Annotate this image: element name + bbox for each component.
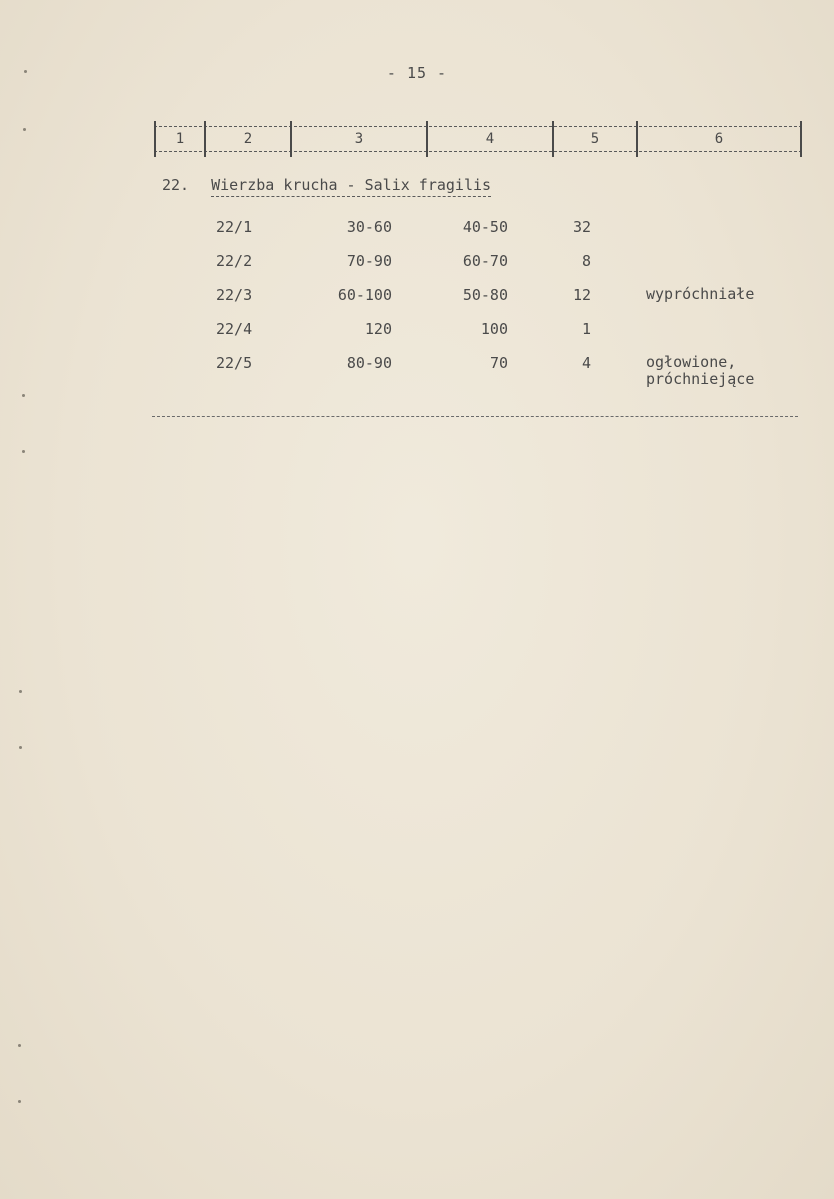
column-4-value: 50-80 bbox=[462, 286, 508, 304]
remarks: ogłowione, próchniejące bbox=[646, 353, 755, 388]
remarks: wypróchniałe bbox=[646, 285, 755, 303]
column-header-6: 6 bbox=[636, 121, 802, 157]
column-3-value: 80-90 bbox=[346, 354, 392, 372]
column-4-value: 40-50 bbox=[462, 218, 508, 236]
punch-hole-mark bbox=[19, 690, 22, 693]
column-3-value: 120 bbox=[364, 320, 392, 338]
dashed-separator bbox=[152, 416, 798, 417]
tree-id: 22/3 bbox=[216, 286, 253, 304]
table-row bbox=[0, 218, 834, 238]
column-header-3: 3 bbox=[290, 121, 426, 157]
punch-hole-mark bbox=[22, 394, 25, 397]
column-3-value: 70-90 bbox=[346, 252, 392, 270]
column-5-value: 4 bbox=[581, 354, 591, 372]
column-header-2: 2 bbox=[204, 121, 290, 157]
punch-hole-mark bbox=[23, 128, 26, 131]
column-3-value: 60-100 bbox=[337, 286, 392, 304]
tree-id: 22/5 bbox=[216, 354, 253, 372]
column-4-value: 70 bbox=[489, 354, 508, 372]
tree-id: 22/1 bbox=[216, 218, 253, 236]
column-header-4: 4 bbox=[426, 121, 552, 157]
column-5-value: 8 bbox=[581, 252, 591, 270]
column-5-value: 32 bbox=[572, 218, 591, 236]
column-header-1: 1 bbox=[154, 121, 204, 157]
section-number: 22. bbox=[162, 176, 190, 194]
column-5-value: 1 bbox=[581, 320, 591, 338]
punch-hole-mark bbox=[18, 1100, 21, 1103]
column-number-header bbox=[154, 126, 802, 152]
column-4-value: 60-70 bbox=[462, 252, 508, 270]
column-5-value: 12 bbox=[572, 286, 591, 304]
table-row bbox=[0, 286, 834, 306]
table-row bbox=[0, 353, 834, 388]
table-row bbox=[0, 252, 834, 272]
tree-id: 22/4 bbox=[216, 320, 253, 338]
table-row bbox=[0, 320, 834, 340]
species-name: Wierzba krucha - Salix fragilis bbox=[211, 176, 491, 197]
column-header-5: 5 bbox=[552, 121, 636, 157]
tree-id: 22/2 bbox=[216, 252, 253, 270]
column-3-value: 30-60 bbox=[346, 218, 392, 236]
punch-hole-mark bbox=[22, 450, 25, 453]
page-number: - 15 - bbox=[386, 64, 448, 82]
punch-hole-mark bbox=[18, 1044, 21, 1047]
punch-hole-mark bbox=[19, 746, 22, 749]
species-heading bbox=[162, 176, 491, 194]
column-4-value: 100 bbox=[480, 320, 508, 338]
